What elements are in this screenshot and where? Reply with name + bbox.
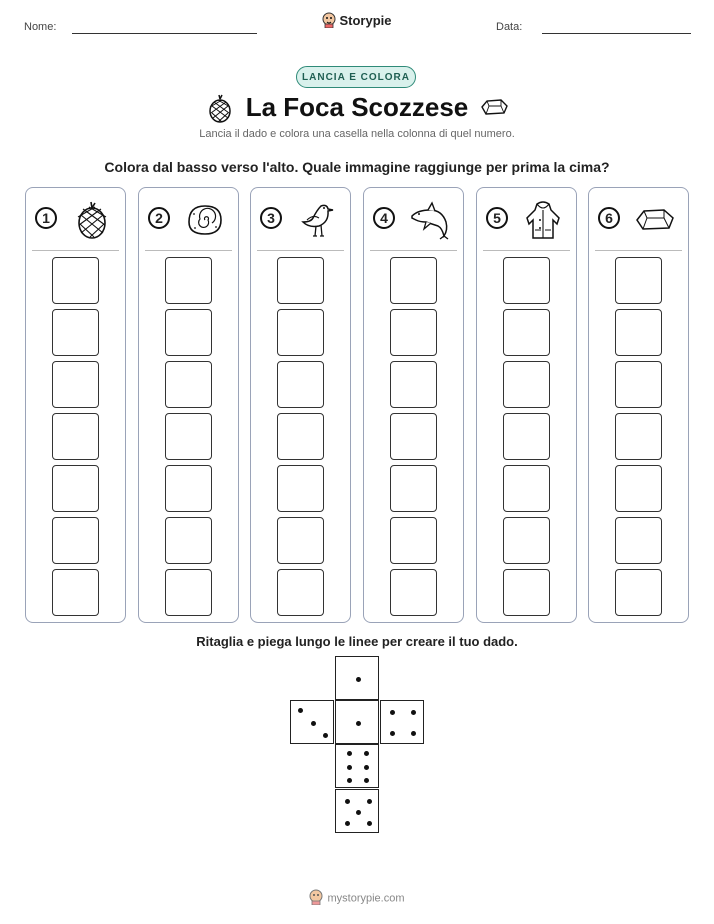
color-box[interactable] (277, 413, 324, 460)
dice-pip (323, 733, 328, 738)
color-box[interactable] (165, 465, 212, 512)
column-divider (145, 250, 232, 251)
dice-pip (367, 821, 372, 826)
shell-stone-icon (183, 198, 227, 242)
coloring-instruction: Colora dal basso verso l'alto. Quale immagine raggiunge per prima la cima? (104, 159, 610, 175)
seagull-icon (295, 198, 339, 242)
color-box[interactable] (615, 257, 662, 304)
color-box[interactable] (52, 517, 99, 564)
dice-pip (347, 765, 352, 770)
color-box[interactable] (52, 569, 99, 616)
color-box[interactable] (615, 569, 662, 616)
column-6 (588, 187, 689, 623)
color-box[interactable] (615, 413, 662, 460)
color-box[interactable] (390, 257, 437, 304)
color-box[interactable] (390, 361, 437, 408)
color-box[interactable] (165, 361, 212, 408)
column-number: 2 (148, 207, 170, 229)
column-number: 5 (486, 207, 508, 229)
color-box[interactable] (277, 517, 324, 564)
color-box[interactable] (390, 465, 437, 512)
column-5 (476, 187, 577, 623)
page-title: La Foca Scozzese (245, 92, 469, 122)
color-box[interactable] (277, 465, 324, 512)
dice-pip (311, 721, 316, 726)
color-box[interactable] (390, 517, 437, 564)
dice-pip (367, 799, 372, 804)
dice-pip (298, 708, 303, 713)
color-box[interactable] (52, 361, 99, 408)
storypie-mascot-icon (322, 12, 336, 31)
raincoat-icon (521, 198, 565, 242)
name-field-line[interactable] (72, 33, 257, 34)
color-box[interactable] (503, 309, 550, 356)
pinecone-icon (70, 198, 114, 242)
color-box[interactable] (503, 465, 550, 512)
column-divider (257, 250, 344, 251)
dice-pip (356, 810, 361, 815)
dice-pip (390, 731, 395, 736)
color-box[interactable] (615, 465, 662, 512)
color-box[interactable] (277, 569, 324, 616)
color-box[interactable] (165, 413, 212, 460)
color-box[interactable] (277, 257, 324, 304)
color-box[interactable] (165, 257, 212, 304)
dice-instruction: Ritaglia e piega lungo le linee per creare il tuo dado. (196, 634, 518, 649)
color-box[interactable] (52, 413, 99, 460)
color-box[interactable] (52, 465, 99, 512)
dice-pip (347, 751, 352, 756)
column-number: 3 (260, 207, 282, 229)
footer (0, 889, 714, 908)
color-box[interactable] (615, 361, 662, 408)
storypie-mascot-icon (309, 889, 323, 908)
column-divider (595, 250, 682, 251)
dice-pip (364, 751, 369, 756)
dice-face-3 (290, 700, 334, 744)
column-number: 1 (35, 207, 57, 229)
dice-face-1 (335, 700, 379, 744)
dolphin-icon (408, 198, 452, 242)
color-box[interactable] (52, 309, 99, 356)
color-box[interactable] (615, 309, 662, 356)
date-field-line[interactable] (542, 33, 691, 34)
brand-logo (0, 12, 714, 31)
column-divider (370, 250, 457, 251)
color-box[interactable] (52, 257, 99, 304)
dice-pip (356, 677, 361, 682)
color-box[interactable] (277, 361, 324, 408)
dice-pip (364, 778, 369, 783)
color-box[interactable] (390, 569, 437, 616)
column-1 (25, 187, 126, 623)
color-box[interactable] (615, 517, 662, 564)
dice-face-5 (335, 789, 379, 833)
color-box[interactable] (390, 309, 437, 356)
dice-pip (411, 710, 416, 715)
rock-icon (479, 97, 509, 117)
dice-pip (411, 731, 416, 736)
color-box[interactable] (503, 361, 550, 408)
column-4 (363, 187, 464, 623)
dice-net (290, 656, 424, 835)
color-box[interactable] (503, 413, 550, 460)
column-divider (32, 250, 119, 251)
column-number: 4 (373, 207, 395, 229)
dice-pip (347, 778, 352, 783)
dice-pip (364, 765, 369, 770)
footer-url: mystorypie.com (327, 892, 405, 905)
column-3 (250, 187, 351, 623)
date-label: Data: (496, 21, 523, 33)
color-box[interactable] (503, 569, 550, 616)
activity-badge: LANCIA E COLORA (296, 66, 416, 88)
brand-name: Storypie (339, 12, 392, 28)
color-box[interactable] (277, 309, 324, 356)
color-box[interactable] (503, 517, 550, 564)
color-box[interactable] (165, 517, 212, 564)
color-box[interactable] (390, 413, 437, 460)
color-box[interactable] (165, 569, 212, 616)
dice-face-4 (380, 700, 424, 744)
color-box[interactable] (503, 257, 550, 304)
column-number: 6 (598, 207, 620, 229)
dice-pip (345, 799, 350, 804)
rock-icon (633, 198, 677, 242)
page-subtitle: Lancia il dado e colora una casella nella colonna di quel numero. (199, 128, 515, 140)
dice-pip (390, 710, 395, 715)
column-2 (138, 187, 239, 623)
dice-face-6 (335, 744, 379, 788)
column-divider (483, 250, 570, 251)
color-box[interactable] (165, 309, 212, 356)
dice-pip (345, 821, 350, 826)
dice-face-1 (335, 656, 379, 700)
name-label: Nome: (24, 21, 57, 33)
dice-pip (356, 721, 361, 726)
